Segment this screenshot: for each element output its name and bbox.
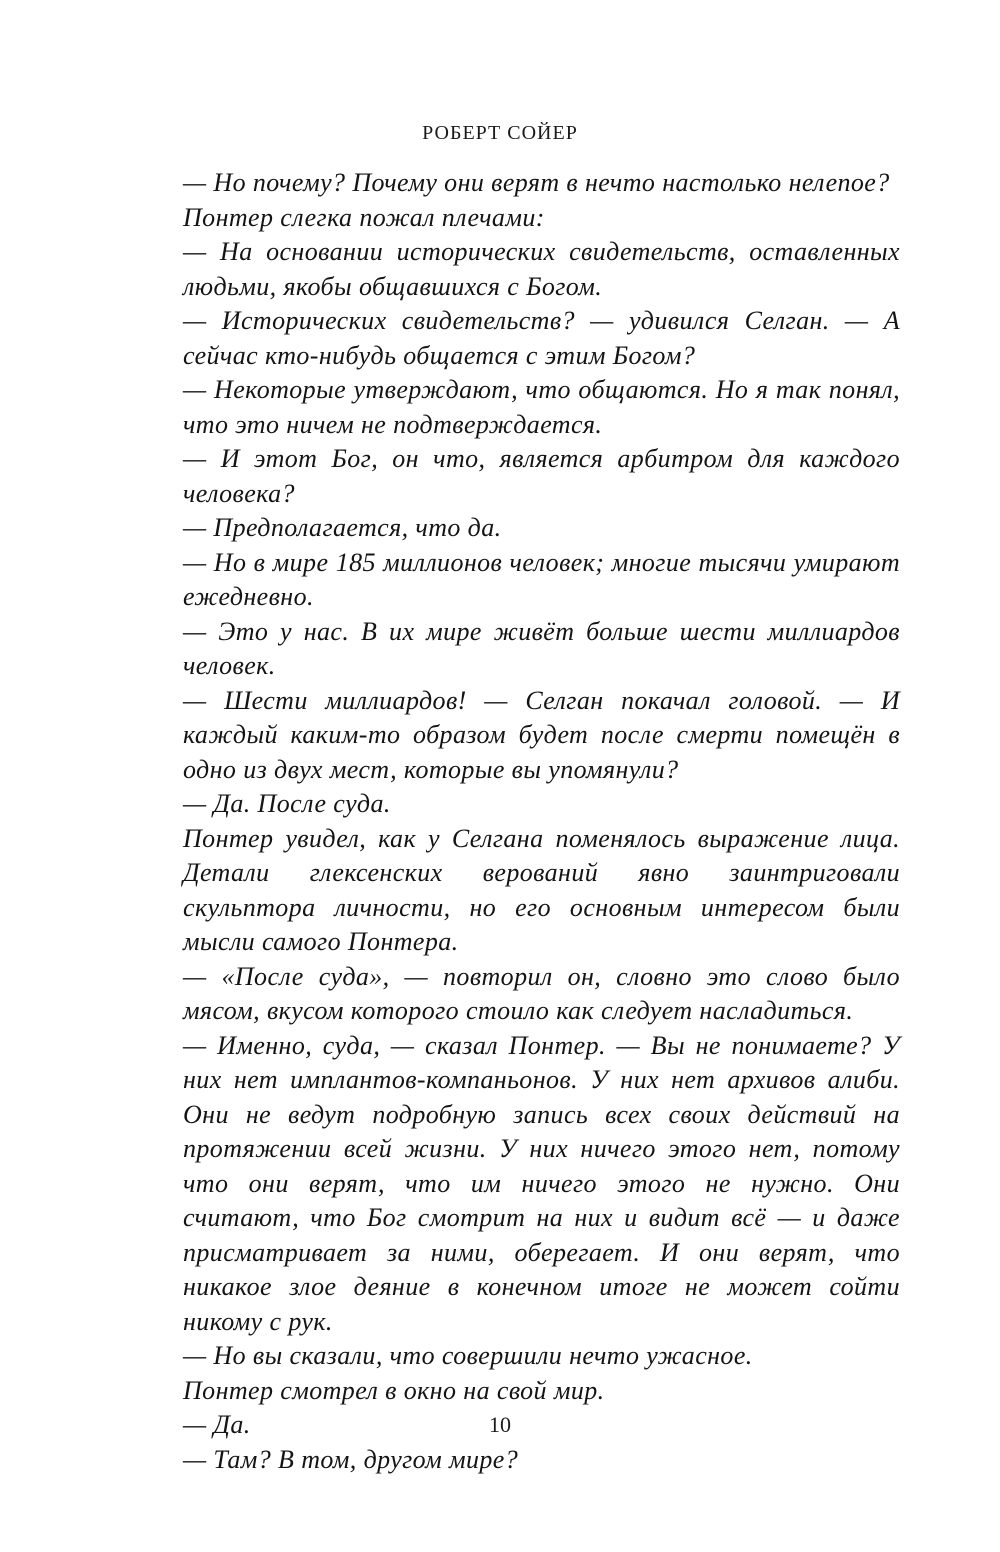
paragraph: Понтер увидел, как у Селгана поменялось выражение лица. Детали глексенских верований явно заинтриговали скульптора личности, но его основным интересом были мысли самого Понтера. (183, 823, 900, 956)
paragraph: — Да. (183, 1410, 251, 1439)
paragraph: Понтер смотрел в окно на свой мир. (183, 1375, 605, 1405)
paragraph: — Но почему? Почему они верят в нечто настолько нелепое? (183, 168, 890, 197)
paragraph: — Предполагается, что да. (183, 513, 502, 542)
paragraph: — На основании исторических свидетельств, оставленных людьми, якобы общавшихся с Богом. (183, 237, 900, 301)
body-text (183, 166, 900, 1477)
paragraph: — Шести миллиардов! — Селган покачал головой. — И каждый каким-то образом будет после смерти помещён в одно из двух мест, которые вы упомянули? (183, 685, 900, 784)
running-header: РОБЕРТ СОЙЕР (422, 122, 578, 144)
paragraph: — Некоторые утверждают, что общаются. Но я так понял, что это ничем не подтверждается. (183, 375, 900, 439)
paragraph: — «После суда», — повторил он, словно это слово было мясом, вкусом которого стоило как следует насладиться. (183, 961, 900, 1025)
paragraph: — И этот Бог, он что, является арбитром для каждого человека? (183, 444, 900, 508)
paragraph: — Исторических свидетельств? — удивился Селган. — А сейчас кто-нибудь общается с этим Богом? (183, 306, 900, 370)
paragraph: — Но в мире 185 миллионов человек; многие тысячи умирают ежедневно. (183, 547, 900, 611)
paragraph: Понтер слегка пожал плечами: (183, 202, 545, 232)
paragraph: — Это у нас. В их мире живёт больше шести миллиардов человек. (183, 616, 900, 680)
page-number: 10 (489, 1412, 511, 1437)
paragraph: — Там? В том, другом мире? (183, 1444, 519, 1474)
paragraph: — Именно, суда, — сказал Понтер. — Вы не понимаете? У них нет имплантов-компаньонов. У них нет архивов алиби. Они не ведут подробную запись всех своих действий на протяжении всей жизни. У них ничего этого нет, потому что они верят, что им ничего этого не нужно. Они считают, что Бог смотрит на них и видит всё — и даже присматривает за ними, оберегает. И они верят, что никакое злое деяние в конечном итоге не может сойти никому с рук. (183, 1030, 900, 1336)
paragraph: — Да. После суда. (183, 789, 391, 818)
paragraph: — Но вы сказали, что совершили нечто ужасное. (183, 1341, 753, 1370)
